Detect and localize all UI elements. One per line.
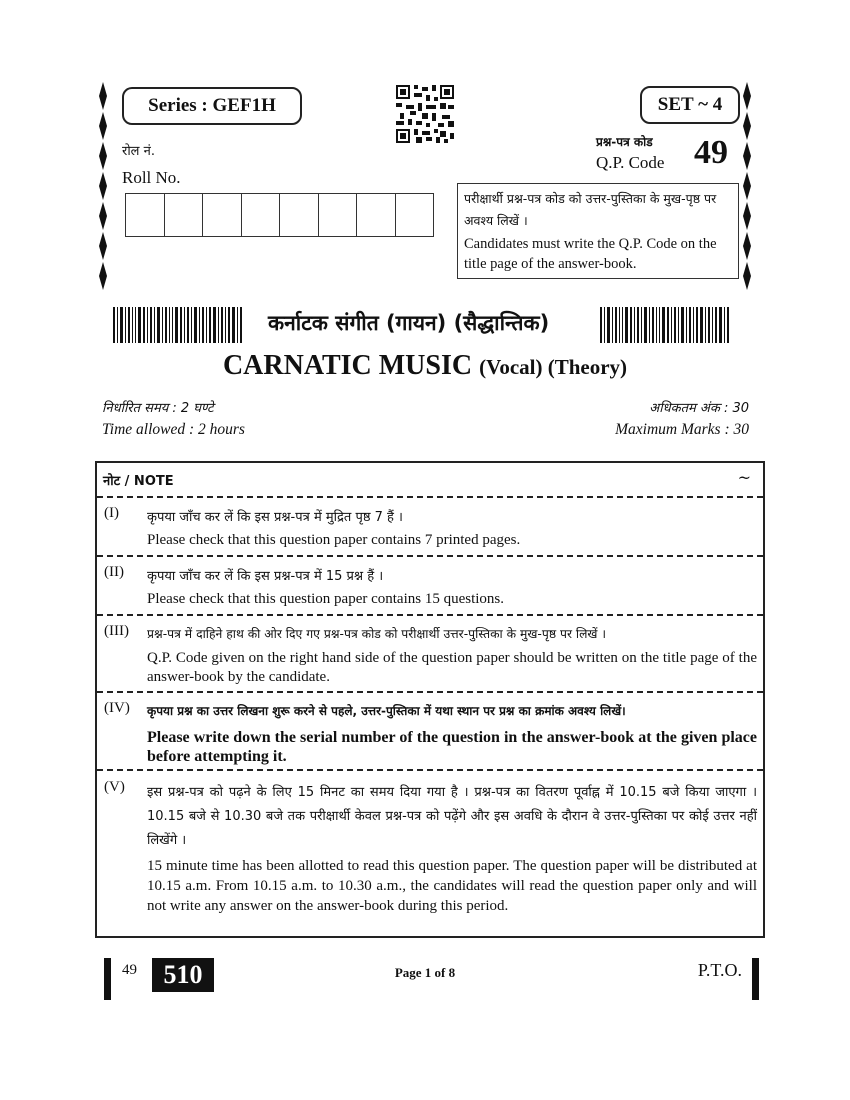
roll-cell[interactable]	[280, 194, 319, 236]
roll-cell[interactable]	[242, 194, 281, 236]
roll-cell[interactable]	[319, 194, 358, 236]
note-tilde: ~	[737, 468, 751, 487]
roll-label: Roll No.	[122, 168, 181, 187]
time-allowed: Time allowed : 2 hours	[102, 421, 245, 438]
roll-cell[interactable]	[165, 194, 204, 236]
max-marks: Maximum Marks : 30	[615, 421, 749, 438]
max-marks-hindi: अधिकतम अंक : 30	[649, 401, 749, 416]
qp-code-label-hindi: प्रश्न-पत्र कोड	[596, 135, 653, 149]
divider	[97, 769, 763, 771]
time-allowed-hindi: निर्धारित समय : 2 घण्टे	[102, 401, 214, 416]
note-item-hindi: इस प्रश्न-पत्र को पढ़ने के लिए 15 मिनट का समय दिया गया है । प्रश्न-पत्र का वितरण पूर्वाह्न में 10.15 बजे किया जाएगा । 10.15 बजे से 10.30 बजे तक परीक्षार्थी केवल प्रश्न-पत्र को पढ़ेंगे और इस अवधि के दौरान वे उत्तर-पुस्तिका पर कोई उत्तर नहीं लिखेंगे ।	[147, 785, 757, 848]
note-item-number: (II)	[104, 564, 124, 580]
barcode-right	[600, 307, 731, 343]
note-item-number: (I)	[104, 505, 119, 521]
note-item-number: (IV)	[104, 700, 130, 716]
subject-title	[0, 350, 850, 382]
left-edge-marks	[98, 80, 108, 302]
divider	[97, 691, 763, 693]
subject-title-main: CARNATIC MUSIC	[222, 350, 473, 381]
set-label: SET ~ 4	[640, 86, 740, 124]
footer-code: 49	[122, 962, 137, 978]
qr-code-icon	[396, 85, 454, 143]
qp-code-label: Q.P. Code	[596, 153, 665, 172]
qp-code-instruction-box	[457, 183, 739, 279]
note-item-english: Please check that this question paper contains 7 printed pages.	[147, 532, 521, 548]
right-edge-marks	[742, 80, 752, 302]
page-number: Page 1 of 8	[394, 965, 456, 980]
divider	[97, 555, 763, 557]
barcode-left	[113, 307, 244, 343]
note-item-english: Please write down the serial number of the question in the answer-book at the given place before attempting it.	[147, 729, 757, 765]
roll-cell[interactable]	[203, 194, 242, 236]
series-label: Series : GEF1H	[122, 87, 302, 125]
note-box	[95, 461, 765, 938]
qp-code-value: 49	[694, 134, 728, 171]
footer-right-bar	[752, 958, 759, 1000]
roll-label-hindi: रोल नं.	[122, 144, 155, 159]
pto-label: P.T.O.	[697, 960, 742, 980]
divider	[97, 614, 763, 616]
roll-cell[interactable]	[126, 194, 165, 236]
subject-title-hindi: कर्नाटक संगीत (गायन) (सैद्धान्तिक)	[268, 311, 550, 335]
subject-title-sub: (Vocal) (Theory)	[479, 355, 628, 379]
note-heading: नोट / NOTE	[103, 474, 174, 489]
roll-cell[interactable]	[396, 194, 434, 236]
note-item-hindi: प्रश्न-पत्र में दाहिने हाथ की ओर दिए गए प्रश्न-पत्र कोड को परीक्षार्थी उत्तर-पुस्तिका के मुख-पृष्ठ पर लिखें ।	[147, 627, 607, 641]
footer-code-box: 510	[152, 958, 214, 992]
roll-cell[interactable]	[357, 194, 396, 236]
note-item-number: (III)	[104, 623, 129, 639]
roll-number-grid[interactable]	[125, 193, 434, 237]
note-item-hindi: कृपया प्रश्न का उत्तर लिखना शुरू करने से पहले, उत्तर-पुस्तिका में यथा स्थान पर प्रश्न का क्रमांक अवश्य लिखें।	[147, 704, 626, 718]
note-item-english: Q.P. Code given on the right hand side of the question paper should be written on the title page of the answer-book by the candidate.	[147, 650, 757, 685]
note-item-english: 15 minute time has been allotted to read this question paper. The question paper will be distributed at 10.15 a.m. From 10.15 a.m. to 10.30 a.m., the candidates will read the question paper only and will not write any answer on the answer-book during this period.	[147, 858, 757, 914]
note-item-hindi: कृपया जाँच कर लें कि इस प्रश्न-पत्र में मुद्रित पृष्ठ 7 हैं ।	[147, 510, 403, 525]
note-item-hindi: कृपया जाँच कर लें कि इस प्रश्न-पत्र में 15 प्रश्न हैं ।	[147, 569, 384, 584]
instruction-hindi: परीक्षार्थी प्रश्न-पत्र कोड को उत्तर-पुस्तिका के मुख-पृष्ठ पर अवश्य लिखें ।	[464, 191, 717, 228]
note-item-number: (V)	[104, 779, 125, 795]
note-item-english: Please check that this question paper contains 15 questions.	[147, 591, 505, 607]
divider	[97, 496, 763, 498]
instruction-english: Candidates must write the Q.P. Code on the title page of the answer-book.	[464, 236, 717, 272]
